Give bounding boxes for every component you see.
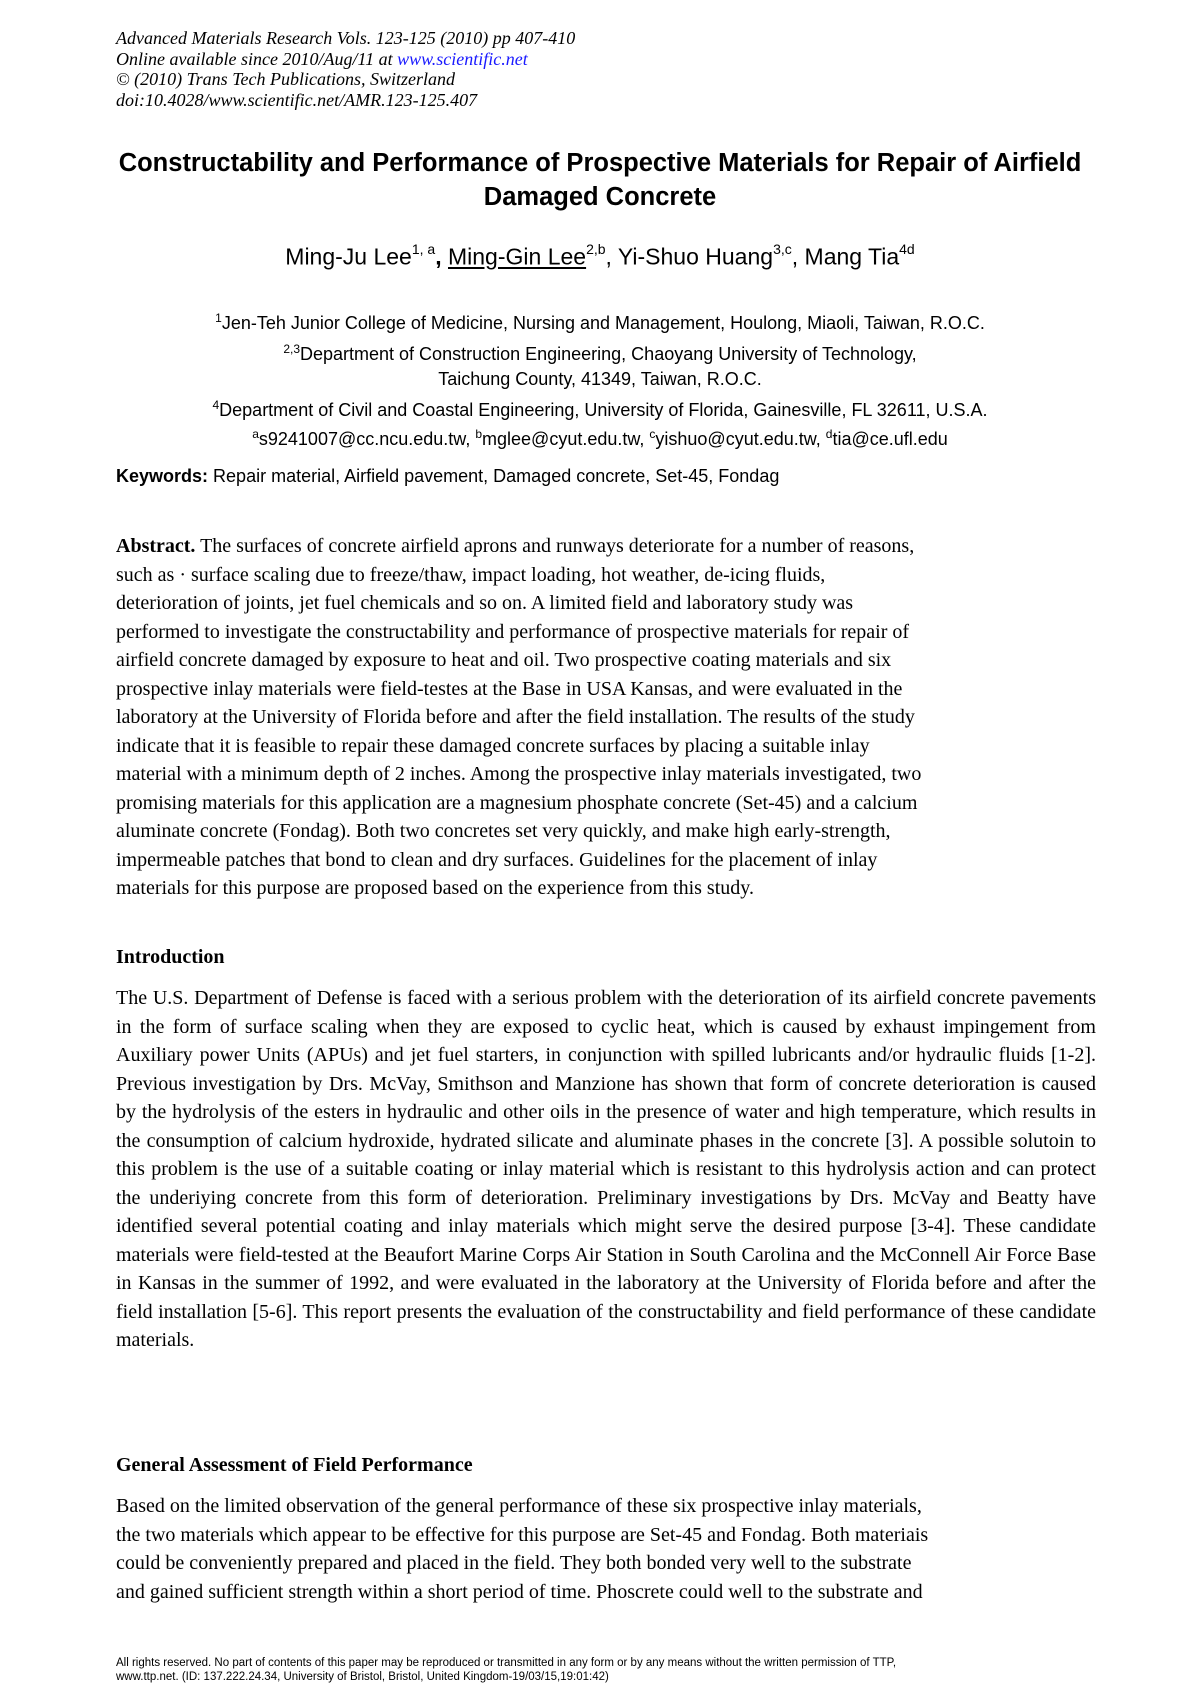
journal-citation: Advanced Materials Research Vols. 123-125 (2010) pp 407-410 [116, 28, 576, 48]
copyright-footer [116, 1656, 1096, 1684]
abstract-line: laboratory at the University of Florida before and after the field installation. The results of the study [116, 706, 915, 728]
keywords [116, 464, 1096, 488]
abstract-line: impermeable patches that bond to clean and dry surfaces. Guidelines for the placement of inlay [116, 848, 878, 871]
author-list: Ming-Ju Lee$^{1, a}$, Ming-Gin Lee$^{2,b}$, Yi-Shuo Huang$^{3,c}$, Mang Tia$^{4d}$ [285, 241, 915, 270]
author-name: Ming-Ju Lee [285, 243, 412, 270]
paper-title: Constructability and Performance of Prospective Materials for Repair of Airfield Damaged Concrete [118, 149, 1082, 211]
abstract-line: indicate that it is feasible to repair these damaged concrete surfaces by placing a suitable inlay [116, 734, 870, 757]
abstract-line: aluminate concrete (Fondag). Both two concretes set very quickly, and make high early-strength, [116, 820, 891, 842]
footer-line: www.ttp.net. (ID: 137.222.24.34, University of Bristol, Bristol, United Kingdom-19/03/15,19:01:42) [116, 1671, 609, 1683]
email-link[interactable]: mglee@cyut.edu.tw [482, 429, 640, 449]
doi-line: doi:10.4028/www.scientific.net/AMR.123-125.407 [116, 89, 478, 110]
abstract-line: materials for this purpose are proposed based on the experience from this study. [116, 877, 754, 899]
affiliation-2: $^{2,3}$Department of Construction Engineering, Chaoyang University of Technology, [283, 341, 917, 364]
author-name: Ming-Gin Lee [448, 243, 587, 270]
abstract-line: prospective inlay materials were field-testes at the Base in USA Kansas, and were evaluated in the [116, 677, 903, 700]
general-line: could be conveniently prepared and placed in the field. They both bonded very well to the substrate [116, 1552, 912, 1574]
abstract-line: Abstract. The surfaces of concrete airfield aprons and runways deteriorate for a number of reasons, [116, 535, 915, 557]
abstract-line: performed to investigate the constructability and performance of prospective materials for repair of [116, 620, 910, 643]
copyright-line: © (2010) Trans Tech Publications, Switzerland [116, 69, 456, 89]
general-assessment-body [116, 1492, 1096, 1606]
introduction-heading: Introduction [116, 946, 225, 968]
author-sup: 2,b [586, 241, 606, 257]
introduction-paragraph: The U.S. Department of Defense is faced with a serious problem with the deterioration of its airfield concrete pavements in the form of surface scaling when they are exposed to cyclic heat, which is caused by exhaust impingement from Auxiliary power Units (APUs) and jet fuel starters, in conjunction with spilled lubricants and/or hydraulic fluids [1-2]. Previous investigation by Drs. McVay, Smithson and Manzione has shown that form of concrete deterioration is caused by the hydrolysis of the esters in hydraulic and other oils in the presence of water and high temperature, which results in the consumption of calcium hydroxide, hydrated silicate and aluminate phases in the concrete [3]. A possible solutoin to this problem is the use of a suitable coating or inlay material which is resistant to this hydrolysis action and can protect the underiying concrete from this form of deterioration. Preliminary investigations by Drs. McVay and Beatty have identified several potential coating and inlay materials which might serve the desired purpose [3-4]. These candidate materials were field-tested at the Beaufort Marine Corps Air Station in South Carolina and the McConnell Air Force Base in Kansas in the summer of 1992, and were evaluated in the laboratory at the University of Florida before and after the field installation [5-6]. This report presents the evaluation of the constructability and field performance of these candidate materials. [116, 987, 1096, 1351]
author-sup: 3,c [773, 241, 792, 257]
introduction-body [116, 984, 1096, 1355]
abstract-line: deterioration of joints, jet fuel chemicals and so on. A limited field and laboratory study was [116, 592, 854, 614]
footer-line: All rights reserved. No part of contents of this paper may be reproduced or transmitted in any form or by any means without the written permission of TTP, [116, 1657, 897, 1669]
affiliations [100, 306, 1100, 423]
author-sup: 1, a [411, 241, 436, 257]
abstract-line: promising materials for this application are a magnesium phosphate concrete (Set-45) and a calcium [116, 791, 918, 814]
abstract-line: such as · surface scaling due to freeze/thaw, impact loading, hot weather, de-icing fluids, [116, 563, 826, 586]
general-line: and gained sufficient strength within a short period of time. Phoscrete could well to the substrate and [116, 1580, 923, 1603]
email-link[interactable]: s9241007@cc.ncu.edu.tw [258, 429, 466, 449]
scientific-net-link[interactable]: www.scientific.net [397, 48, 528, 69]
online-availability: Online available since 2010/Aug/11 at www.scientific.net [116, 48, 528, 69]
email-link[interactable]: tia@ce.ufl.edu [832, 429, 948, 449]
author-sup: 4d [899, 241, 915, 257]
journal-header [116, 28, 575, 110]
keywords-text: Repair material, Airfield pavement, Damaged concrete, Set-45, Fondag [213, 466, 780, 486]
general-assessment-heading: General Assessment of Field Performance [116, 1454, 473, 1476]
author-emails: $^a$s9241007@cc.ncu.edu.tw, $^b$mglee@cyut.edu.tw, $^c$yishuo@cyut.edu.tw, $^d$tia@ce.ufl.edu [252, 427, 948, 449]
affiliation-3: $^4$Department of Civil and Coastal Engineering, University of Florida, Gainesville, FL 32611, U.S.A. [212, 397, 988, 420]
abstract [116, 532, 1096, 903]
general-line: the two materials which appear to be effective for this purpose are Set-45 and Fondag. Both materiais [116, 1523, 929, 1546]
keywords-label: Keywords: [116, 466, 209, 486]
affiliation-2-cont: Taichung County, 41349, Taiwan, R.O.C. [438, 369, 762, 389]
abstract-line: material with a minimum depth of 2 inches. Among the prospective inlay materials investigated, two [116, 763, 922, 785]
author-name: Mang Tia [804, 243, 900, 270]
email-link[interactable]: yishuo@cyut.edu.tw [655, 429, 816, 449]
general-line: Based on the limited observation of the general performance of these six prospective inlay materials, [116, 1495, 922, 1517]
abstract-label: Abstract. [116, 535, 196, 557]
abstract-line: airfield concrete damaged by exposure to heat and oil. Two prospective coating materials and six [116, 649, 892, 671]
affiliation-1: $^1$Jen-Teh Junior College of Medicine, Nursing and Management, Houlong, Miaoli, Taiwan, R.O.C. [215, 311, 985, 333]
author-name: Yi-Shuo Huang [617, 243, 774, 270]
